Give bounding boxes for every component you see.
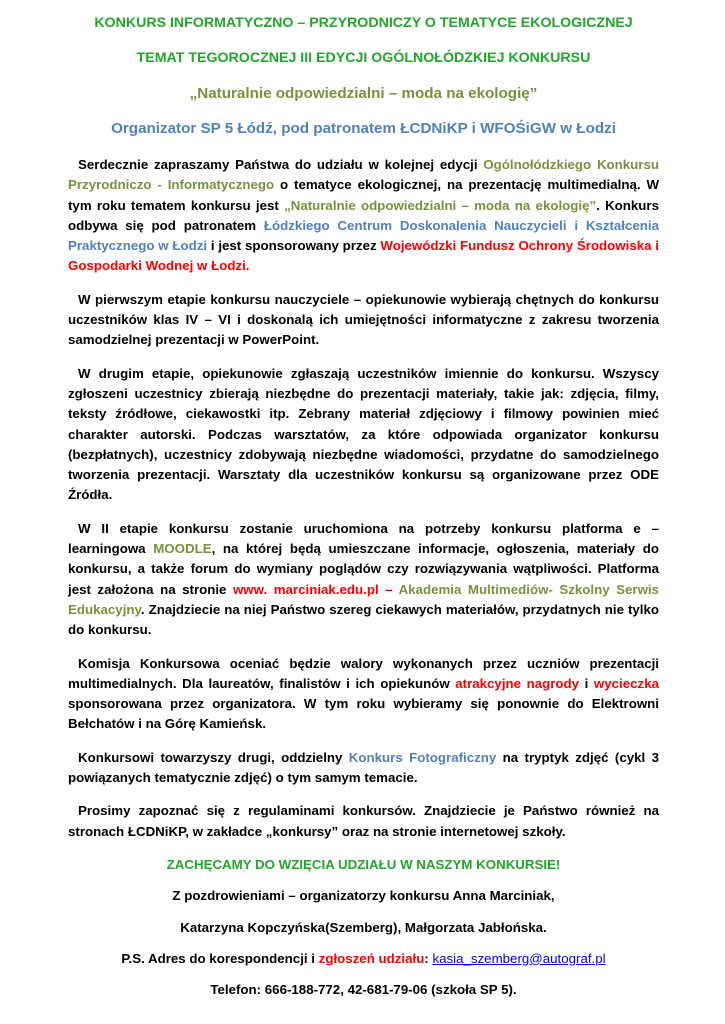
organizer-line: Organizator SP 5 Łódź, pod patronatem ŁCDNiKP i WFOŚiGW w Łodzi — [111, 120, 616, 137]
encouragement: ZACHĘCAMY DO WZIĘCIA UDZIAŁU W NASZYM KONKURSIE! — [166, 856, 561, 872]
photo-contest-name: Konkurs Fotograficzny — [348, 749, 497, 765]
paragraph-invitation: Serdecznie zapraszamy Państwa do udziału w kolejnej edycji Ogólnołódzkiego Konkursu Przyrodniczo - Informatycznego o tematyce ekologicznej, na prezentację multimedialną. W tym roku tematem konkursu jest „Naturalnie odpowiedzialni – moda na ekologię”. Konkurs odbywa się pod patronatem Łódzkiego Centrum Doskonalenia Nauczycieli i Kształcenia Praktycznego w Łodzi i jest sponsorowany przez Wojewódzki Fundusz Ochrony Środowiska i Gospodarki Wodnej w Łodzi. — [68, 157, 660, 274]
sponsor-name: Wojewódzki Fundusz Ochrony Środowiska i Gospodarki Wodnej w Łodzi. — [68, 238, 660, 274]
phone-line: Telefon: 666-188-772, 42-681-79-06 (szkoła SP 5). — [210, 982, 517, 998]
paragraph-jury: Komisja Konkursowa oceniać będzie walory wykonanych przez uczniów prezentacji multimedialnych. Dla laureatów, finalistów i ich opiekunów atrakcyjne nagrody i wycieczka sponsorowana przez organizatora. W tym roku wybieramy się ponownie do Elektrowni Bełchatów i na Górę Kamieńsk. — [68, 655, 659, 732]
contest-theme: „Naturalnie odpowiedzialni – moda na ekologię” — [189, 85, 538, 102]
platform-name: Akademia Multimediów- Szkolny Serwis Edukacyjny — [68, 581, 660, 617]
paragraph-stage-2: W drugim etapie, opiekunowie zgłaszają uczestników imiennie do konkursu. Wszyscy zgłoszeni uczestnicy zbierają niezbędne do prezentacji materiały, takie jak: zdjęcia, filmy, teksty źródłowe, ciekawostki itp. Zebrany materiał zdjęciowy i filmowy powinien mieć charakter autorski. Podczas warsztatów, za które odpowiada organizator konkursu (bezpłatnych), uczestnicy zdobywają niezbędne wiadomości, przydatne do samodzielnego tworzenia prezentacji. Warsztaty dla uczestników konkursu są organizowane przez ODE Źródła. — [68, 365, 659, 503]
platform-url[interactable]: www. marciniak.edu.pl – — [232, 581, 399, 597]
prizes-highlight: atrakcyjne nagrody — [455, 675, 580, 691]
trip-highlight: wycieczka — [593, 675, 659, 691]
email-link[interactable]: kasia_szemberg@autograf.pl — [432, 950, 606, 966]
title-line-2: TEMAT TEGOROCZNEJ III EDYCJI OGÓLNOŁÓDZKIEJ KONKURSU — [136, 50, 591, 66]
contest-name: Ogólnołódzkiego Konkursu Przyrodniczo - Informatycznego — [68, 157, 659, 193]
paragraph-stage-1: W pierwszym etapie konkursu nauczyciele – opiekunowie wybierają chętnych do konkursu uczestników klas IV – VI i doskonalą ich umiejętności informatyczne z zakresu tworzenia samodzielnej prezentacji w PowerPoint. — [68, 291, 659, 348]
organizer-names: Katarzyna Kopczyńska(Szemberg), Małgorzata Jabłońska. — [180, 919, 547, 935]
moodle-name: MOODLE — [153, 541, 212, 557]
paragraph-platform: W II etapie konkursu zostanie uruchomiona na potrzeby konkursu platforma e – learningowa MOODLE, na której będą umieszczane informacje, ogłoszenia, materiały do konkursu, a także forum do wymiany poglądów czy rozwiązywania wątpliwości. Platforma jest założona na stronie www. marciniak.edu.pl – Akademia Multimediów- Szkolny Serwis Edukacyjny. Znajdziecie na niej Państwo szereg ciekawych materiałów, przydatnych nie tylko do konkursu. — [68, 520, 660, 638]
postscript-line: P.S. Adres do korespondencji i zgłoszeń udziału: kasia_szemberg@autograf.pl — [121, 950, 606, 966]
theme-inline: „Naturalnie odpowiedzialni – moda na ekologię” — [284, 197, 597, 213]
paragraph-rules: Prosimy zapoznać się z regulaminami konkursów. Znajdziecie je Państwo również na stronach ŁCDNiKP, w zakładce „konkursy” oraz na stronie internetowej szkoły. — [68, 803, 659, 839]
greeting-line: Z pozdrowieniami – organizatorzy konkursu Anna Marciniak, — [172, 888, 555, 904]
patron-name: Łódzkiego Centrum Doskonalenia Nauczycieli i Kształcenia Praktycznego w Łodzi — [68, 217, 659, 254]
applications-highlight: zgłoszeń udziału — [318, 950, 425, 966]
title-line-1: KONKURS INFORMATYCZNO – PRZYRODNICZY O TEMATYCE EKOLOGICZNEJ — [94, 15, 633, 31]
paragraph-photo-contest: Konkursowi towarzyszy drugi, oddzielny Konkurs Fotograficzny na tryptyk zdjęć (cykl 3 powiązanych tematycznie zdjęć) o tym samym temacie. — [68, 749, 659, 786]
